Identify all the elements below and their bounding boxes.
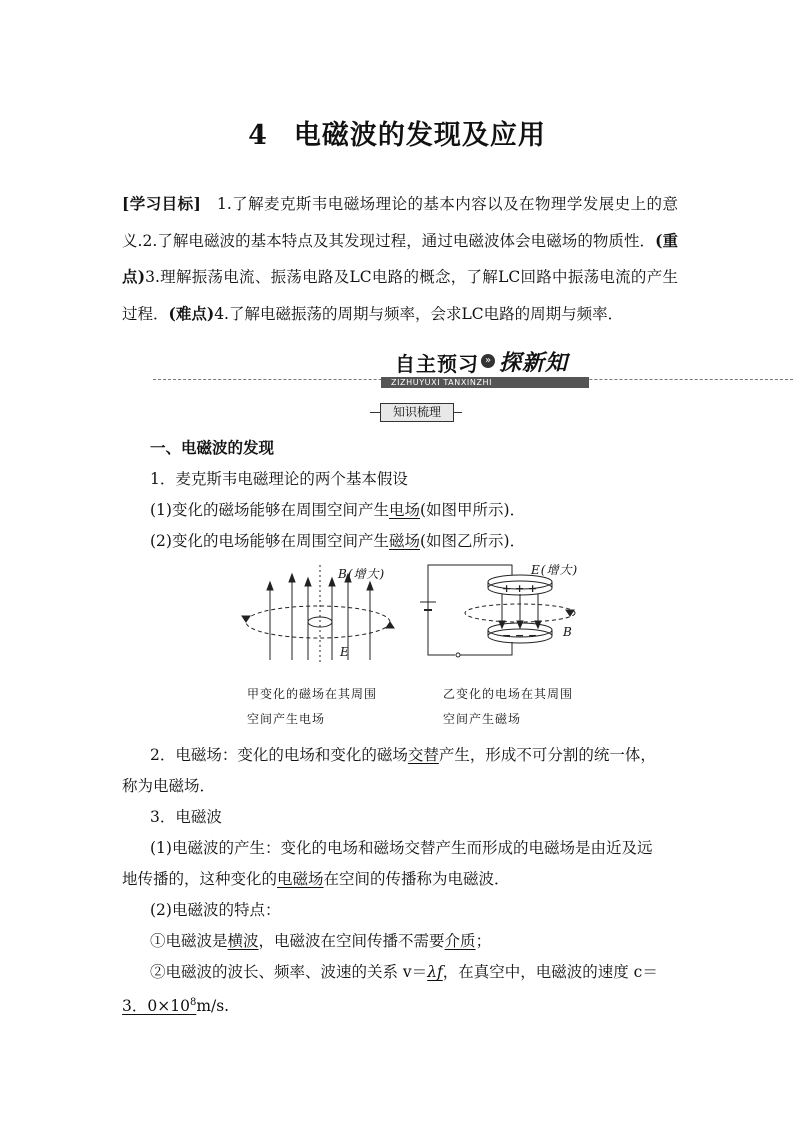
learning-goals [122, 186, 678, 332]
paragraph-em-wave-2: 地传播的，这种变化的电磁场在空间的传播称为电磁波． [122, 870, 510, 888]
answer-blank: 交替 [407, 746, 439, 764]
goals-line3: 4.了解电磁振荡的周期与频率，会求LC电路的周期与频率． [214, 304, 624, 323]
answer-blank: 电场 [388, 501, 420, 519]
answer-blank: 电磁场 [277, 870, 324, 888]
goals-line2: 3.理解振荡电流、振荡电路及LC电路的概念，了解LC回路中振荡电流的产生过程． [122, 268, 678, 323]
paragraph-em-wave-3: (2)电磁波的特点： [150, 901, 281, 919]
goals-line1: 1.了解麦克斯韦电磁场理论的基本内容以及在物理学发展史上的意义.2.了解电磁波的基本特点及其发现过程，通过电磁波体会电磁场的物质性． [122, 195, 678, 250]
figure-left-b-label: B(增大) [338, 567, 386, 581]
section-banner [153, 346, 793, 386]
subheading-3: 3．电磁波 [150, 808, 222, 826]
banner-right-text: 探新知 [499, 351, 569, 376]
goals-label: [学习目标] [122, 194, 201, 213]
svg-text:+: + [515, 582, 525, 595]
banner-pinyin: ZIZHUYUXI TANXINZHI [381, 377, 589, 388]
paragraph-1: (1)变化的磁场能够在周围空间产生电场(如图甲所示)． [150, 501, 526, 519]
paragraph-em-wave-4: ①电磁波是横波，电磁波在空间传播不需要介质； [150, 932, 492, 950]
figure-right-caption-1: 乙变化的电场在其周围 [443, 687, 574, 701]
figure-left-caption-2: 空间产生电场 [247, 712, 326, 726]
paragraph-em-field-cont: 称为电磁场． [122, 777, 216, 795]
paragraph-em-wave-1: (1)电磁波的产生：变化的电场和磁场交替产生而形成的电磁场是由近及远 [150, 839, 653, 857]
answer-blank: λf [427, 963, 443, 981]
paragraph-em-field: 2．电磁场：变化的电场和变化的磁场交替产生，形成不可分割的统一体， [150, 746, 656, 764]
answer-blank: 横波 [227, 932, 259, 950]
paragraph-2: (2)变化的电场能够在周围空间产生磁场(如图乙所示)． [150, 532, 526, 550]
svg-text:−: − [528, 629, 538, 642]
figure-left-e-label: E [340, 645, 350, 659]
banner-left-text: 自主预习 [395, 352, 479, 376]
svg-text:+: + [528, 582, 538, 595]
goals-key1: (重点) [122, 230, 678, 286]
figure-right-caption-2: 空间产生磁场 [443, 712, 522, 726]
section-tag [370, 403, 462, 421]
answer-blank: 磁场 [388, 532, 420, 550]
figure-right-e-label: E(增大) [531, 563, 579, 577]
banner-box [381, 346, 741, 387]
title-number: 4 [248, 120, 268, 151]
section-tag-label: 知识梳理 [380, 403, 454, 422]
subheading-1: 1．麦克斯韦电磁理论的两个基本假设 [150, 470, 408, 488]
goals-key2: (难点) [168, 303, 215, 323]
section-heading: 一、电磁波的发现 [150, 438, 275, 457]
svg-text:−: − [502, 629, 512, 642]
paragraph-em-wave-5: ②电磁波的波长、频率、波速的关系 v＝λf，在真空中，电磁波的速度 c＝ [150, 963, 658, 981]
svg-text:+: + [502, 582, 512, 595]
title-text: 电磁波的发现及应用 [293, 120, 546, 151]
answer-blank: 介质 [444, 932, 476, 950]
answer-blank: 3．$0\times 10^8$ [122, 997, 197, 1016]
page-title [0, 113, 794, 152]
figure-left-caption-1: 甲变化的磁场在其周围 [247, 687, 378, 701]
figure-right-b-label: B [563, 625, 573, 639]
svg-text:−: − [515, 629, 525, 642]
chevron-right-icon: » [481, 354, 495, 368]
paragraph-em-wave-6: 3．$0\times 10^8m/s$. [122, 997, 230, 1016]
